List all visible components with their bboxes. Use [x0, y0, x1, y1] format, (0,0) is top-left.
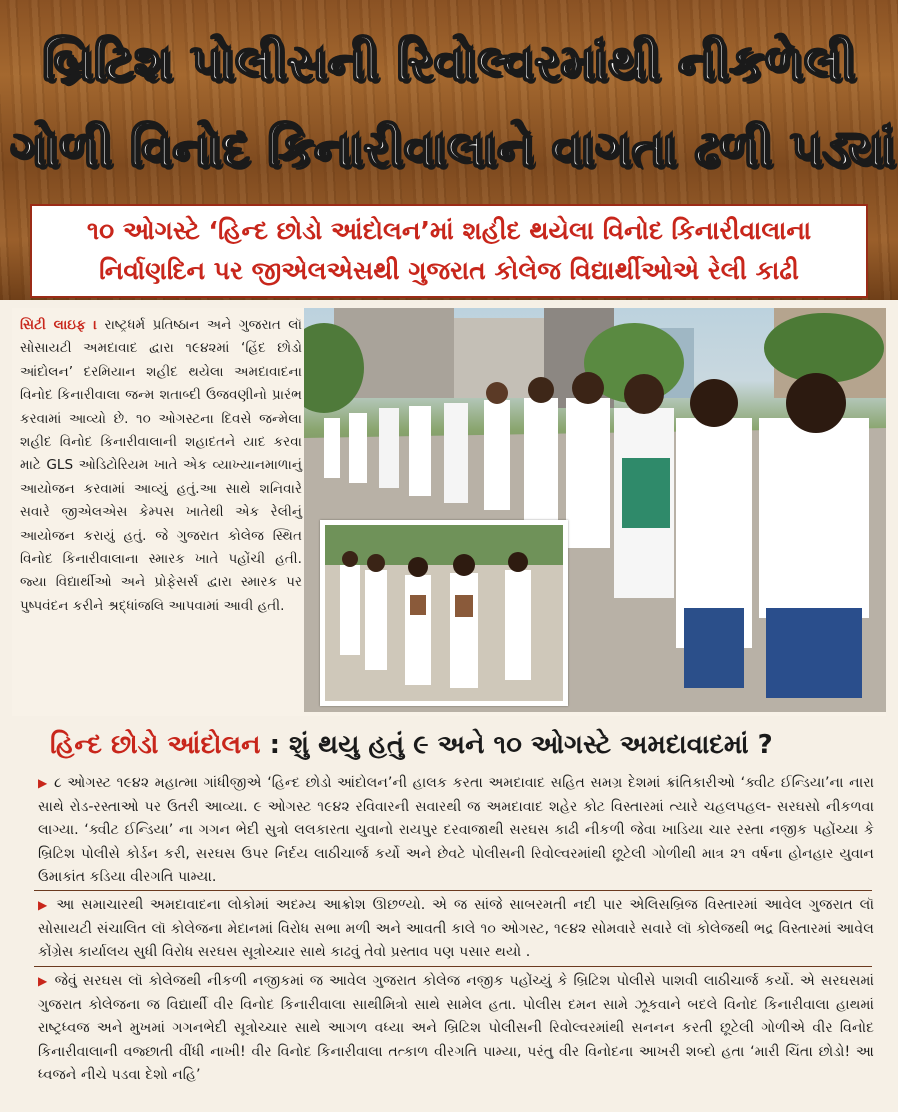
intro-paragraph — [20, 314, 302, 618]
divider — [34, 890, 872, 891]
article-body — [12, 308, 886, 716]
dateline-tag: સિટી લાઇફ । — [20, 317, 98, 333]
paragraph-text: જેવું સરઘસ લૉ કોલેજથી નીકળી નજીકમાં જ આવેલ ગુજરાત કોલેજ નજીક પહોંચ્યું કે બ્રિટિશ પોલીસે પાશવી લાઠીચાર્જ કર્યો. એ સરઘસમાં ગુજરાત કોલેજના જ વિદ્યાર્થી વીર વિનોદ કિનારીવાલા સાથીમિત્રો સાથે સામેલ હતા. પોલીસ દમન સામે ઝૂકવાને બદલે વિનોદ કિનારીવાલા હાથમાં રાષ્ટ્રધ્વજ અને મુખમાં ગગનભેદી સૂત્રોચ્ચાર સાથે આગળ વધ્યા અને બ્રિટિશ પોલીસની રિવોલ્વરમાંથી સનનન કરતી છૂટેલી ગોળીએ વીર વિનોદ કિનારીવાલાની વજ્છાતી વીંધી નાખી! વીર વિનોદ કિનારીવાલા તત્કાળ વીરગતિ પામ્યા, પરંતુ વીર વિનોદના આખરી શબ્દો હતા ‘મારી ચિંતા છોડો! આ ધ્વજને નીચે પડવા દેશો નહિ’ — [38, 973, 874, 1084]
header-banner — [0, 0, 898, 300]
section-title-black: : શું થયુ હતું ૯ અને ૧૦ ઓગસ્ટે અમદાવાદમાં ? — [269, 730, 773, 760]
subtitle-line-2: નિર્વાણદિન પર જીએલએસથી ગુજરાત કોલેજ વિદ્યાર્થીઓએ રેલી કાઢી — [99, 256, 799, 285]
history-paragraph-1 — [38, 772, 874, 890]
history-section — [34, 720, 875, 1104]
subtitle-line-1: ૧૦ ઓગસ્ટે ‘હિન્દ છોડો આંદોલન’માં શહીદ થયેલા વિનોદ કિનારીવાલાના — [86, 216, 812, 245]
memorial-photo — [320, 520, 568, 706]
section-title-red: હિન્દ છોડો આંદોલન — [50, 730, 261, 760]
divider — [34, 966, 872, 967]
intro-text: રાષ્ટ્રધર્મ પ્રતિષ્ઠાન અને ગુજરાત લૉ સોસાયટી અમદાવાદ દ્વારા ૧૯૪૨માં ‘હિંદ છોડો આંદોલન’ દરમિયાન શહીદ થયેલા અમદાવાદના વિનોદ કિનારીવાલા જન્મ શતાબ્દી ઉજવણીનો પ્રારંભ કરવામાં આવ્યો છે. ૧૦ ઓગસ્ટના દિવસે જન્મેલા શહીદ વિનોદ કિનારીવાલાની શહાદતને યાદ કરવા માટે GLS ઓડિટોરિયમ ખાતે એક વ્યાખ્યાનમાળાનું આયોજન કરવામાં આવ્યું હતું.આ સાથે શનિવારે સવારે જીએલએસ કેમ્પસ ખાતેથી એક રેલીનું આયોજન કરાયું હતું. જે ગુજરાત કોલેજ સ્થિત વિનોદ કિનારીવાલાના સ્મારક ખાતે પહોંચી હતી. જ્યા વિદ્યાર્થીઓ અને પ્રોફેસર્સ દ્વારા સ્મારક પર પુષ્પવંદન કરીને શ્રદ્ધાંજલિ આપવામાં આવી હતી. — [20, 317, 303, 614]
paragraph-text: ૮ ઓગસ્ટ ૧૯૪૨ મહાત્મા ગાંધીજીએ ‘હિન્દ છોડો આંદોલન’ની હાલક કરતા અમદાવાદ સહિત સમગ્ર દેશમાં ક્રાંતિકારીઓ ‘ક્વીટ ઈન્ડિયા’ના નારા સાથે રોડ-રસ્તાઓ પર ઉતરી આવ્યા. ૯ ઓગસ્ટ ૧૯૪૨ રવિવારની સવારથી જ અમદાવાદ શહેર કોટ વિસ્તારમાં ત્યારે ચહલપહલ- સરઘસો નીકળવા લાગ્યા. ‘ક્વીટ ઈન્ડિયા’ ના ગગન ભેદી સુત્રો લલકારતા યુવાનો રાયપુર દરવાજાથી સરઘસ કાઢી નીકળી જેવા ખાડિયા ચાર રસ્તા નજીક પહોંચ્યા કે બ્રિટિશ પોલીસે કોર્ડન કરી, સરઘસ ઉપર નિર્દય લાઠીચાર્જ કર્યો અને છેવટે પોલીસની રિવોલ્વરમાંથી છૂટેલી ગોળીથી માત્ર ૨૧ વર્ષના હોનહાર યુવાન ઉમાકાંત કડિયા વીરગતિ પામ્યા. — [38, 775, 875, 886]
headline-line-2: ગોળી વિનોદ કિનારીવાલાને વાગતા ઢળી પડ્યાં — [10, 120, 896, 178]
bullet-icon: ▶ — [38, 776, 49, 790]
paragraph-text: આ સમાચારથી અમદાવાદના લોકોમાં અદમ્ય આક્રોશ ઊછળ્યો. એ જ સાંજે સાબરમતી નદી પાર એલિસબ્રિજ વિસ્તારમાં આવેલ ગુજરાત લૉ સોસાયટી સંચાલિત લૉ કોલેજના મેદાનમાં વિરોધ સભા મળી અને આવતી કાલે ૧૦ ઓગસ્ટ, ૧૯૪૨ સોમવારે સવારે લૉ કોલેજથી ભદ્ર વિસ્તારમાં આવેલ કોંગ્રેસ કાર્યાલય સુધી વિરોધ સરઘસ સૂત્રોચ્ચાર સાથે કાઢવું તેવો પ્રસ્તાવ પણ પસાર થયો . — [38, 897, 875, 961]
bullet-icon: ▶ — [38, 974, 49, 988]
bullet-icon: ▶ — [38, 898, 50, 912]
headline-line-1: બ્રિટિશ પોલીસની રિવોલ્વરમાંથી નીકળેલી — [42, 34, 856, 92]
subtitle-box — [30, 204, 868, 298]
history-paragraph-3 — [38, 970, 874, 1088]
history-paragraph-2 — [38, 894, 874, 965]
section-title — [50, 730, 773, 761]
